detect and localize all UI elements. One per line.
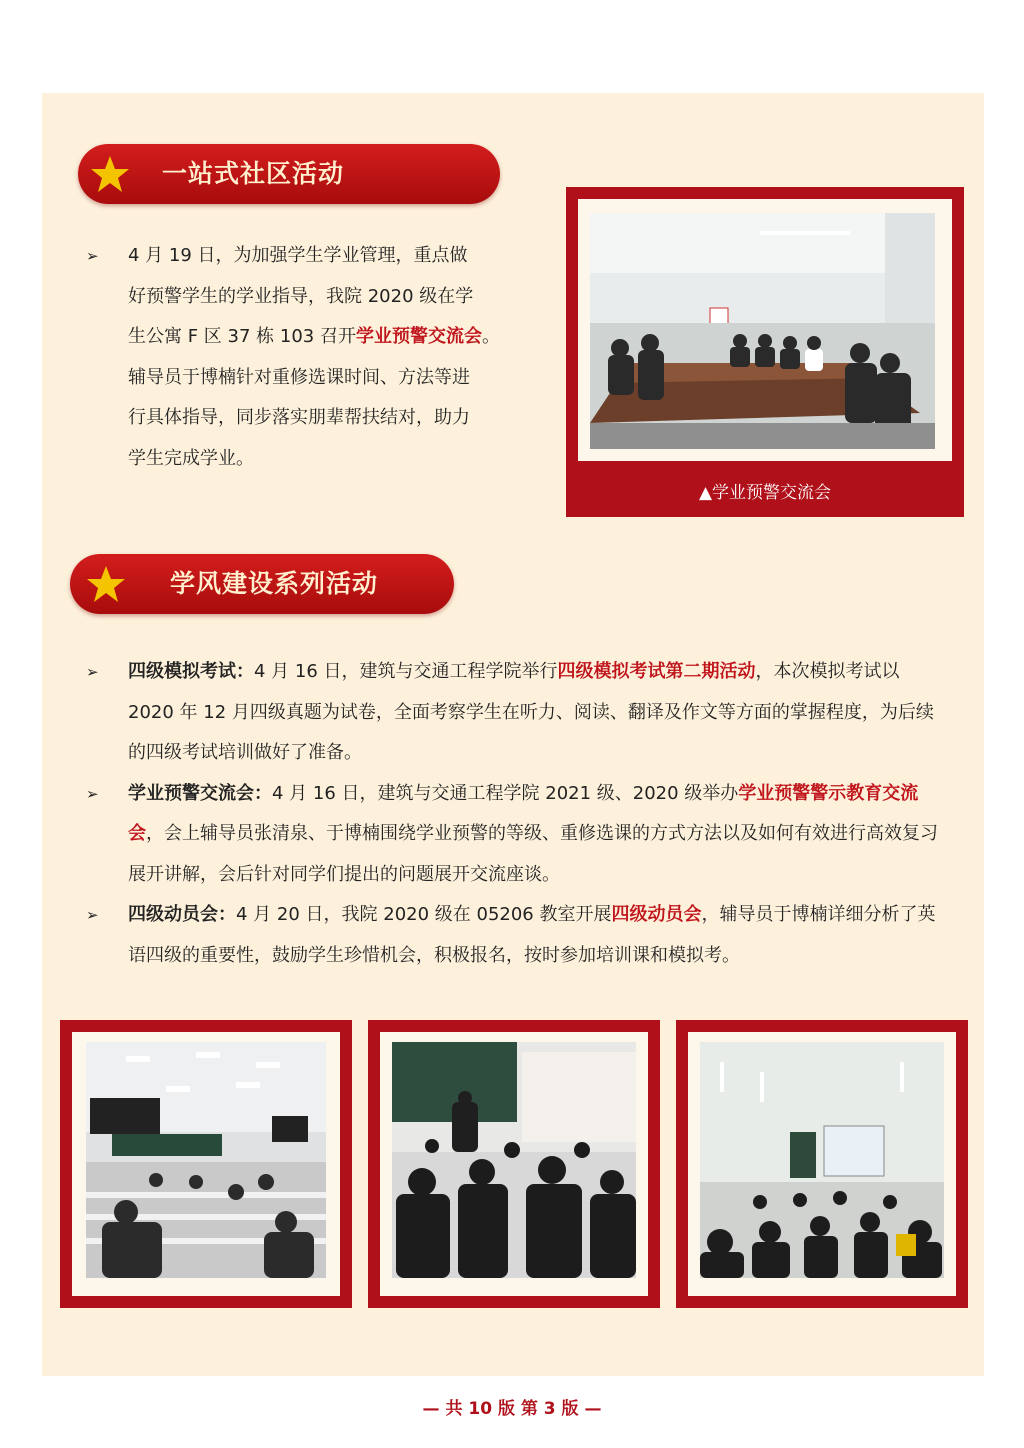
item-text: ，辅导员于博楠详细分析了英语四级的重要性，鼓励学生珍惜机会，积极报名，按时参加培训课和模拟考。 — [128, 904, 936, 966]
item-text: ，本次模拟考试以 2020 年 12 月四级真题为试卷，全面考察学生在听力、阅读、翻译及作文等方面的掌握程度，为后续的四级考试培训做好了准备。 — [128, 661, 934, 763]
exam-room-photo — [86, 1042, 326, 1278]
lecture-photo — [392, 1042, 636, 1278]
section1-text — [86, 236, 526, 479]
exam-photo-frame — [60, 1020, 352, 1308]
item-text: 4 月 16 日，建筑与交通工程学院举行 — [254, 661, 558, 682]
section2-header — [70, 554, 454, 614]
section1-paragraph — [86, 236, 526, 479]
section1-header — [78, 144, 500, 204]
line: 学生完成学业。 — [128, 447, 254, 469]
line — [128, 317, 526, 358]
item-text: 4 月 20 日，我院 2020 级在 05206 教室开展 — [236, 904, 612, 925]
highlight-text: 四级动员会 — [611, 904, 702, 925]
section2-item-mock-exam — [86, 652, 942, 774]
item-lead: 四级模拟考试： — [128, 661, 254, 682]
highlight-text: 学业预警交流会 — [355, 326, 482, 347]
section2-text — [86, 652, 942, 976]
highlight-text: 四级模拟考试第二期活动 — [557, 661, 756, 682]
section1-title: 一站式社区活动 — [162, 159, 345, 188]
arrow-bullet-icon: ➢ — [86, 663, 99, 681]
line: 辅导员于博楠针对重修选课时间、方法等进 — [128, 366, 470, 388]
meeting-photo — [590, 213, 935, 449]
highlight-text: 学业预警警示教育交流会 — [128, 782, 919, 844]
text: 生公寓 F 区 37 栋 103 召开 — [128, 326, 356, 347]
item-text: 4 月 16 日，建筑与交通工程学院 2021 级、2020 级举办 — [272, 782, 739, 804]
item-lead: 四级动员会： — [128, 904, 236, 925]
star-icon — [86, 564, 126, 604]
item-lead: 学业预警交流会： — [128, 782, 272, 804]
text: 。 — [481, 326, 500, 347]
item-text: ，会上辅导员张清泉、于博楠围绕学业预警的等级、重修选课的方式方法以及如何有效进行高效复习展开讲解，会后针对同学们提出的问题展开交流座谈。 — [128, 823, 938, 885]
mobilization-photo-frame — [676, 1020, 968, 1308]
section2-item-warning-meeting — [86, 774, 942, 896]
star-icon — [90, 154, 130, 194]
line: 4 月 19 日，为加强学生学业管理，重点做 — [128, 245, 468, 266]
lecture-photo-frame — [368, 1020, 660, 1308]
mobilization-photo — [700, 1042, 944, 1278]
arrow-bullet-icon: ➢ — [86, 784, 99, 803]
arrow-bullet-icon: ➢ — [86, 247, 99, 265]
page-footer: — 共 10 版 第 3 版 — — [422, 1399, 602, 1419]
section2-title: 学风建设系列活动 — [170, 569, 379, 598]
arrow-bullet-icon: ➢ — [86, 906, 99, 924]
photo-caption: ▲学业预警交流会 — [698, 483, 832, 503]
meeting-photo-frame — [566, 187, 964, 517]
section2-item-mobilization — [86, 895, 942, 976]
line: 好预警学生的学业指导，我院 2020 级在学 — [128, 285, 474, 307]
line: 行具体指导，同步落实朋辈帮扶结对，助力 — [128, 407, 470, 428]
